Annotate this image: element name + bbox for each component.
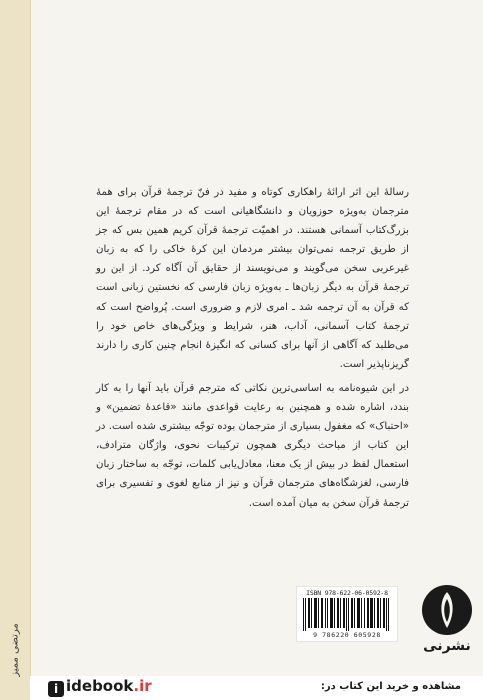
book-icon: i [48, 681, 64, 697]
barcode-digits: 9 786220 605928 [313, 631, 381, 639]
spine-signature [0, 600, 30, 700]
site-logo-part-1: ide [66, 677, 93, 695]
spine-signature-text: مرتضی ممیز [9, 623, 21, 677]
publisher-name: نشرنی [423, 638, 471, 654]
book-spine [0, 0, 31, 700]
blurb-paragraph-1: رسالهٔ این اثر ارائهٔ راهکاری کوتاه و مفید در فنّ ترجمهٔ قرآن برای همهٔ مترجمان به‌ویژه حوزویان و دانشگاهیانی است که در مقام ترجمهٔ این بزرگ‌کتاب آسمانی هستند. در اهمیّت ترجمهٔ قرآن کریم همین بس که جز از طریق ترجمه نمی‌توان بیشتر مردمان این کرهٔ خاکی را که به زبان غیرعربی سخن می‌گویند و می‌نویسند از حقایق آن آگاه کرد. از این رو ترجمهٔ قرآن به دیگر زبان‌ها ـ به‌ویژه زبان فارسی که نخستین زبانی است که قرآن به آن ترجمه شد ـ امری لازم و ضروری است. پُرواضح است که ترجمهٔ کتاب آسمانی، آداب، هنر، شرایط و ویژگی‌های خاص خود را می‌طلبد که آگاهی از آنها برای کسانی که انگیزهٔ انجام چنین کاری را دارند گریزناپذیر است. [96, 187, 409, 370]
site-logo-part-2: book [92, 677, 134, 695]
isbn-barcode [296, 586, 398, 642]
blurb-text [96, 183, 409, 518]
isbn-number: ISBN 978-622-06-0592-8 [306, 589, 388, 597]
back-cover [30, 0, 483, 700]
footer-banner[interactable] [30, 676, 483, 700]
publisher-logo [416, 584, 478, 670]
blurb-paragraph-2: در این شیوه‌نامه به اساسی‌ترین نکاتی که مترجم قرآن باید آنها را به کار بندد، اشاره شده و همچنین به رعایت قواعدی مانند «قاعدهٔ تضمین» و «احتباک» که مغفول بسیاری از مترجمان بوده توجّه بیشتری شده است. در این کتاب از مباحث دیگری همچون ترکیبات نحوی، واژگان مترادف، استعمال لفظ در بیش از یک معنا، معادل‌یابی کلمات، توجّه به ساختار زبان فارسی، لغزشگاه‌های مترجمان قرآن و نیز از منابع لغوی و تفسیری برای ترجمهٔ قرآن سخن به میان آمده است. [96, 382, 409, 509]
site-logo[interactable] [48, 677, 152, 699]
barcode-bars-icon [302, 598, 392, 631]
publisher-logo-icon [421, 584, 473, 636]
site-logo-part-3: .ir [133, 677, 152, 695]
footer-note: مشاهده و خرید این کتاب در: [320, 681, 461, 692]
